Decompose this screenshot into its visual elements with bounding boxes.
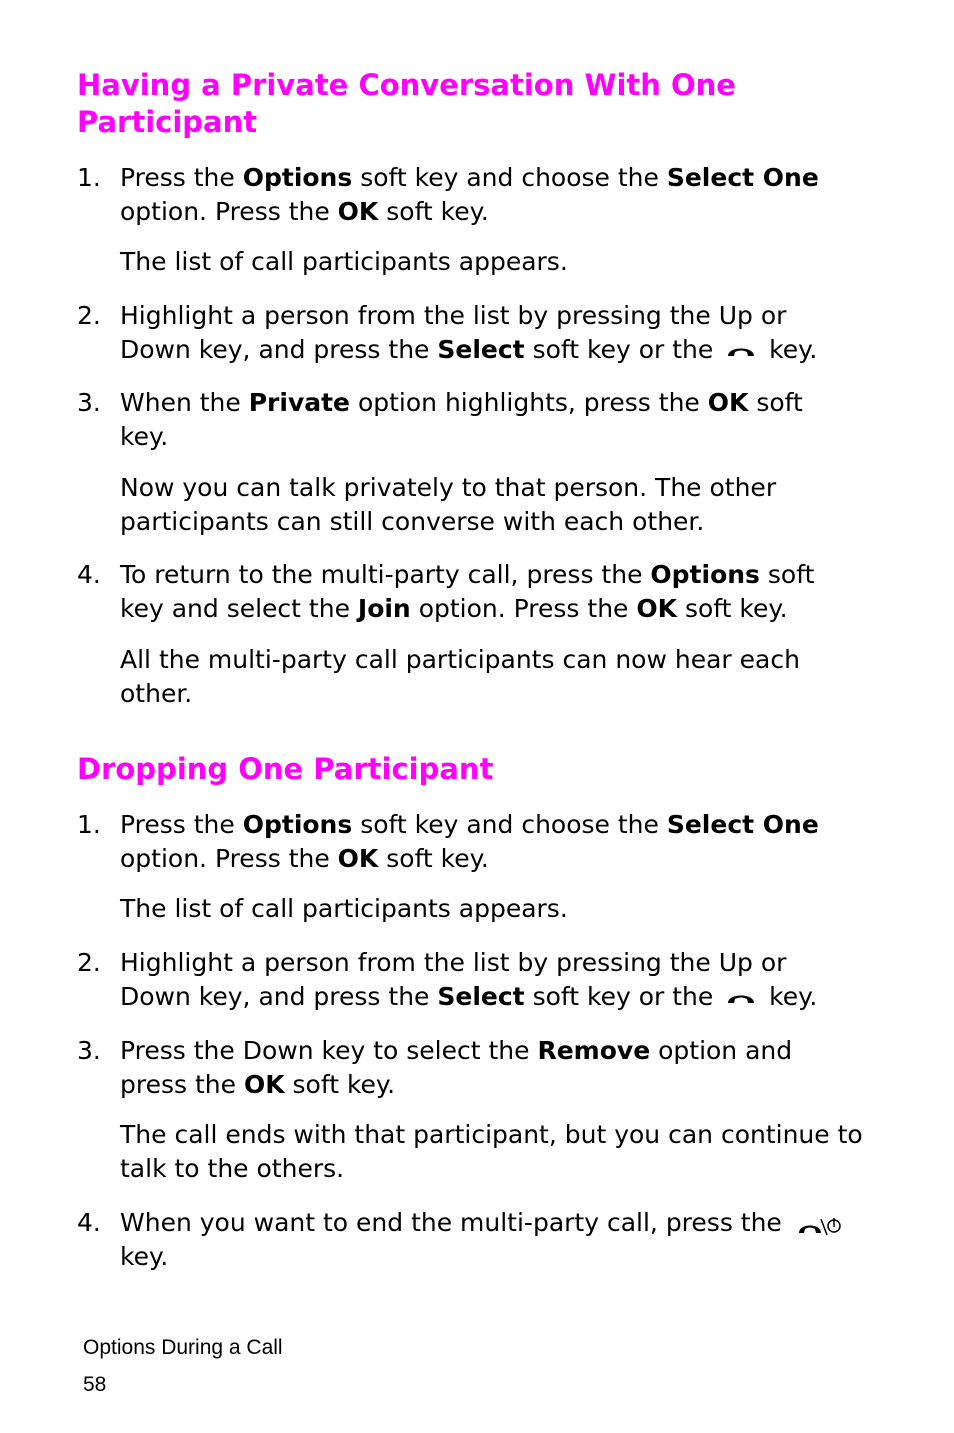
ok-key-label: OK [337, 844, 379, 873]
select-one-label: Select One [666, 163, 819, 192]
step-note: The list of call participants appears. [120, 247, 568, 276]
step-number: 4. [77, 560, 101, 589]
footer-section-title: Options During a Call [83, 1336, 283, 1359]
phone-send-icon [721, 340, 761, 362]
step-text: When the Private option highlights, press the OK soft key. [120, 388, 803, 451]
select-key-label: Select [437, 335, 525, 364]
step-number: 3. [77, 388, 101, 417]
private-option-label: Private [248, 388, 351, 417]
join-option-label: Join [357, 594, 411, 623]
phone-send-icon [721, 987, 761, 1009]
phone-end-power-icon [796, 1209, 842, 1239]
select-key-label: Select [437, 982, 525, 1011]
step-number: 3. [77, 1036, 101, 1065]
step-note: The list of call participants appears. [120, 894, 568, 923]
step-number: 2. [77, 301, 101, 330]
step-note: Now you can talk privately to that person. The other participants can still converse with each other. [120, 473, 777, 536]
step-note: All the multi-party call participants can now hear each other. [120, 645, 800, 708]
options-key-label: Options [650, 560, 760, 589]
options-key-label: Options [242, 810, 353, 839]
ok-key-label: OK [337, 197, 379, 226]
step-number: 1. [77, 163, 101, 192]
step-text: Press the Down key to select the Remove option and press the OK soft key. [120, 1036, 793, 1099]
step-text: To return to the multi-party call, press the Options soft key and select the Join option. Press the OK soft key. [120, 560, 815, 623]
step-text: Press the Options soft key and choose the Select One option. Press the OK soft key. [120, 163, 819, 226]
page-number: 58 [83, 1373, 107, 1396]
step-number: 1. [77, 810, 101, 839]
ok-key-label: OK [243, 1070, 285, 1099]
remove-option-label: Remove [537, 1036, 651, 1065]
ok-key-label: OK [707, 388, 749, 417]
step-note: The call ends with that participant, but you can continue to talk to the others. [120, 1120, 863, 1183]
options-key-label: Options [242, 163, 353, 192]
step-number: 2. [77, 948, 101, 977]
select-one-label: Select One [666, 810, 819, 839]
section-heading-private-conversation: Having a Private Conversation With One Participant [77, 68, 736, 139]
step-text: Highlight a person from the list by pressing the Up or Down key, and press the Select soft key or the key. [120, 301, 818, 364]
ok-key-label: OK [636, 594, 677, 623]
step-text: When you want to end the multi-party call, press the key. [120, 1206, 880, 1274]
step-number: 4. [77, 1208, 101, 1237]
step-text: Highlight a person from the list by pressing the Up or Down key, and press the Select soft key or the key. [120, 948, 818, 1011]
step-text: Press the Options soft key and choose the Select One option. Press the OK soft key. [120, 810, 819, 873]
section-heading-dropping-participant: Dropping One Participant [77, 752, 494, 786]
